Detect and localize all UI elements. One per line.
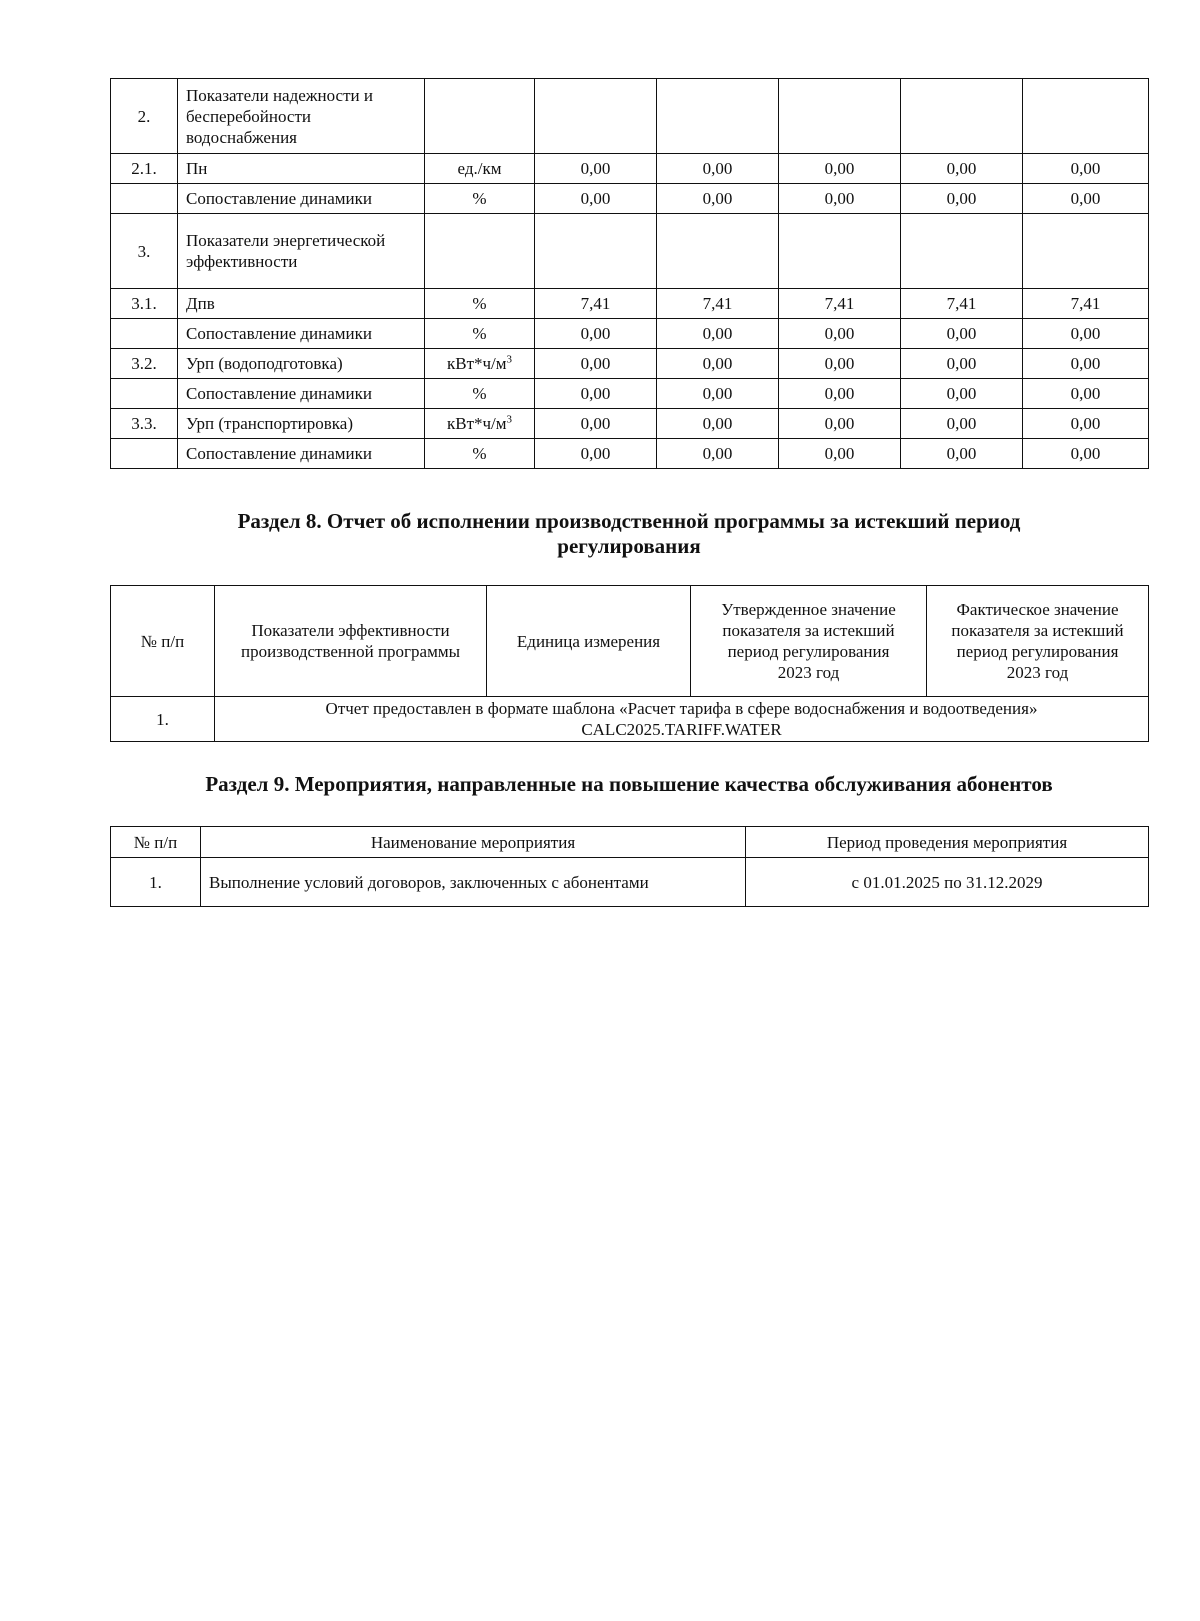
header-actual [927,586,1149,697]
value-cell: 0,00 [535,184,657,214]
value-cell: 7,41 [901,289,1023,319]
value-cell [901,214,1023,289]
value-cell: 0,00 [779,349,901,379]
value-cell [779,214,901,289]
indicator-name: Пн [178,154,425,184]
indicator-row [111,349,1149,379]
header-name: Наименование мероприятия [201,827,746,858]
indicator-name: Сопоставление динамики [178,379,425,409]
value-cell: 0,00 [779,319,901,349]
unit-text: % [472,294,487,313]
row-num [111,379,178,409]
indicator-row [111,79,1149,154]
unit-text: % [472,189,487,208]
unit-text: кВт*ч/м [446,354,507,373]
value-cell: 0,00 [535,379,657,409]
header-actual-year: 2023 год [1006,663,1069,682]
indicator-row [111,214,1149,289]
indicator-name: Урп (водоподготовка) [178,349,425,379]
unit-cell [425,379,535,409]
header-unit: Единица измерения [487,586,691,697]
section-9-title: Раздел 9. Мероприятия, направленные на повышение качества обслуживания абонентов [205,772,1053,796]
indicators-table [110,78,1149,469]
unit-cell [425,409,535,439]
section-8-title [110,509,1148,559]
value-cell: 0,00 [535,409,657,439]
unit-text: % [472,324,487,343]
header-num: № п/п [111,586,215,697]
indicator-name: Показатели энергетической эффективности [178,214,425,289]
unit-text: % [472,444,487,463]
row-num [111,439,178,469]
value-cell: 0,00 [779,409,901,439]
value-cell [901,79,1023,154]
value-cell: 0,00 [1023,409,1149,439]
indicator-name: Показатели надежности и бесперебойности водоснабжения [178,79,425,154]
unit-superscript: 3 [506,353,513,366]
row-num: 2. [111,79,178,154]
value-cell: 0,00 [779,184,901,214]
value-cell: 0,00 [901,184,1023,214]
value-cell [535,79,657,154]
row-num [111,319,178,349]
unit-cell [425,154,535,184]
value-cell: 0,00 [901,439,1023,469]
value-cell: 0,00 [657,154,779,184]
row-num [111,184,178,214]
value-cell: 0,00 [1023,349,1149,379]
section-9-table [110,826,1149,907]
unit-text: % [472,384,487,403]
value-cell: 0,00 [1023,379,1149,409]
value-cell [657,214,779,289]
header-approved-text: Утвержденное значение показателя за истекший период регулирования [721,600,896,661]
header-approved [691,586,927,697]
value-cell: 0,00 [535,154,657,184]
indicator-row [111,439,1149,469]
indicator-name: Сопоставление динамики [178,439,425,469]
value-cell: 0,00 [901,154,1023,184]
row-num: 1. [111,697,215,742]
indicator-name: Дпв [178,289,425,319]
report-note-line-1: Отчет предоставлен в формате шаблона «Расчет тарифа в сфере водоснабжения и водоотведения» [325,699,1038,718]
unit-text: ед./км [457,159,502,178]
value-cell: 0,00 [901,349,1023,379]
indicator-row [111,319,1149,349]
header-num: № п/п [111,827,201,858]
header-indicators: Показатели эффективности производственной программы [215,586,487,697]
value-cell: 0,00 [657,349,779,379]
unit-cell [425,349,535,379]
value-cell: 0,00 [657,319,779,349]
report-note-line-2: CALC2025.TARIFF.WATER [581,720,782,739]
value-cell [1023,214,1149,289]
unit-cell [425,184,535,214]
value-cell [535,214,657,289]
value-cell: 0,00 [657,409,779,439]
measure-period: с 01.01.2025 по 31.12.2029 [746,858,1149,907]
value-cell: 7,41 [535,289,657,319]
row-num: 2.1. [111,154,178,184]
value-cell: 7,41 [779,289,901,319]
report-note [215,697,1149,742]
value-cell [1023,79,1149,154]
indicator-name: Сопоставление динамики [178,319,425,349]
indicator-name: Урп (транспортировка) [178,409,425,439]
value-cell: 0,00 [779,379,901,409]
row-num: 3. [111,214,178,289]
indicator-row [111,289,1149,319]
value-cell: 0,00 [901,379,1023,409]
measure-name: Выполнение условий договоров, заключенных с абонентами [201,858,746,907]
value-cell: 0,00 [1023,154,1149,184]
indicator-row [111,154,1149,184]
value-cell: 0,00 [535,349,657,379]
value-cell: 0,00 [779,154,901,184]
value-cell: 0,00 [1023,184,1149,214]
value-cell [779,79,901,154]
header-period: Период проведения мероприятия [746,827,1149,858]
value-cell: 0,00 [657,379,779,409]
unit-superscript: 3 [506,413,513,426]
unit-cell [425,289,535,319]
value-cell: 0,00 [535,319,657,349]
value-cell: 0,00 [901,319,1023,349]
indicator-row [111,379,1149,409]
section-8-title-line-2: регулирования [557,534,701,558]
value-cell: 0,00 [657,184,779,214]
row-num: 1. [111,858,201,907]
indicator-name: Сопоставление динамики [178,184,425,214]
indicator-row [111,184,1149,214]
value-cell: 0,00 [779,439,901,469]
value-cell: 7,41 [657,289,779,319]
indicator-row [111,409,1149,439]
value-cell: 7,41 [1023,289,1149,319]
row-num: 3.3. [111,409,178,439]
unit-cell [425,439,535,469]
value-cell: 0,00 [901,409,1023,439]
row-num: 3.1. [111,289,178,319]
unit-text: кВт*ч/м [446,414,507,433]
unit-cell [425,319,535,349]
header-approved-year: 2023 год [777,663,840,682]
header-actual-text: Фактическое значение показателя за истекший период регулирования [951,600,1124,661]
value-cell [657,79,779,154]
section-8-table [110,585,1149,742]
section-8-title-line-1: Раздел 8. Отчет об исполнении производственной программы за истекший период [237,509,1021,533]
value-cell: 0,00 [657,439,779,469]
value-cell: 0,00 [1023,439,1149,469]
value-cell: 0,00 [1023,319,1149,349]
unit-cell [425,214,535,289]
row-num: 3.2. [111,349,178,379]
unit-cell [425,79,535,154]
value-cell: 0,00 [535,439,657,469]
